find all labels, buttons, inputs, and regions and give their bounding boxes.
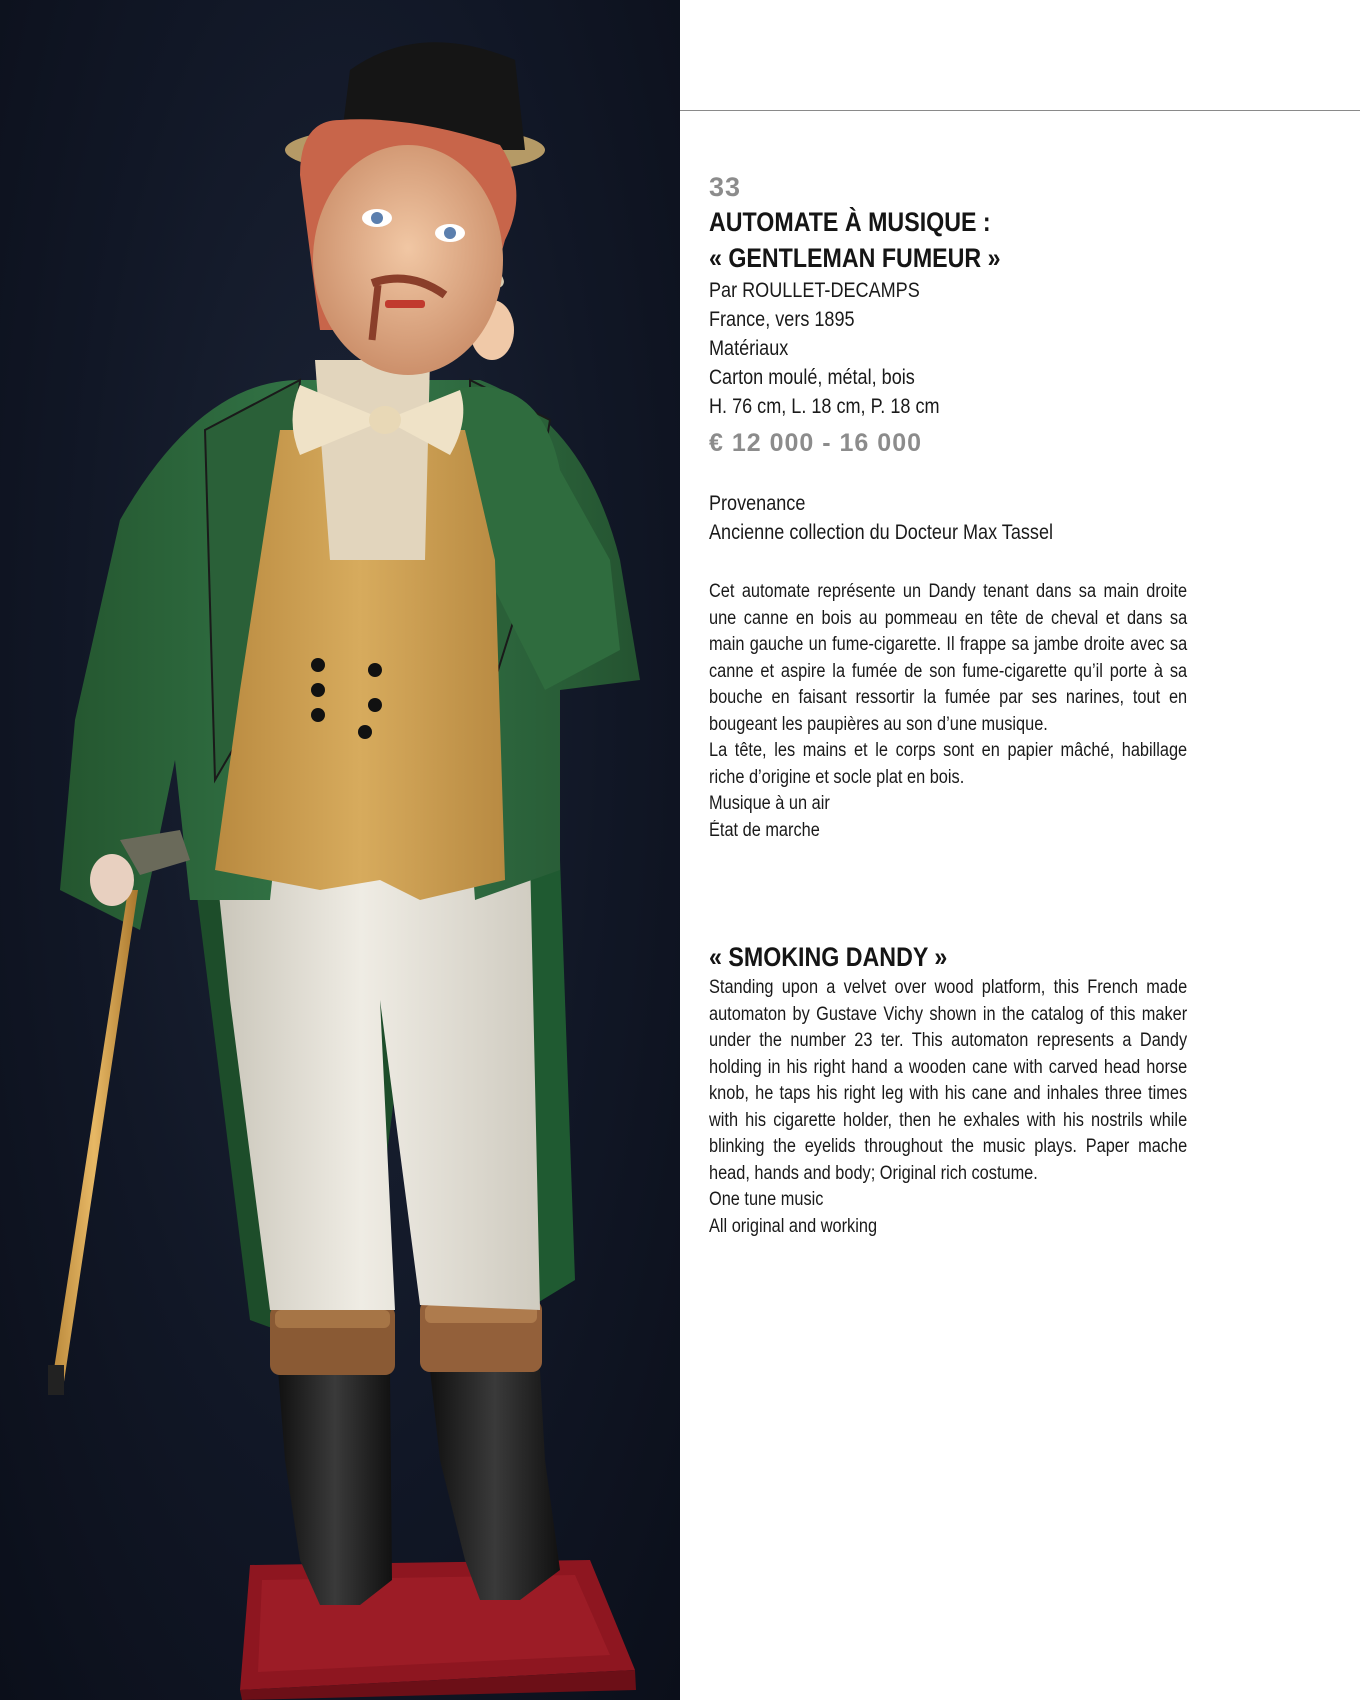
dimensions: H. 76 cm, L. 18 cm, P. 18 cm (709, 395, 940, 418)
provenance-text: Ancienne collection du Docteur Max Tassel (709, 521, 1053, 544)
description-en-paragraph: Standing upon a velvet over wood platform, this French made automaton by Gustave Vichy shown in the catalog of this maker under the number 23 ter. This automaton represents a Dandy holding in his right hand a wooden cane with carved head horse knob, he taps his right leg with his cane and inhales three times with his cigarette holder, then he exhales with his nostrils while blinking the eyelids throughout the music plays. Paper mache head, hands and body; Original rich costume. (709, 977, 1188, 1184)
lot-title-line2: « GENTLEMAN FUMEUR » (709, 243, 1001, 273)
materials: Carton moulé, métal, bois (709, 366, 915, 389)
boots (270, 1300, 560, 1605)
top-rule (680, 110, 1360, 111)
description-fr (709, 579, 1209, 844)
lot-title-line1: AUTOMATE À MUSIQUE : (709, 207, 991, 237)
materials-label: Matériaux (709, 337, 789, 360)
description-fr-state: État de marche (709, 819, 820, 841)
description-fr-paragraph2: La tête, les mains et le corps sont en papier mâché, habillage riche d’origine et socle plat en bois. (709, 740, 1188, 788)
english-title: « SMOKING DANDY » (709, 942, 948, 972)
provenance-block (709, 489, 1209, 547)
lot-origin: France, vers 1895 (709, 308, 855, 331)
velvet-base (240, 1560, 636, 1700)
description-fr-music: Musique à un air (709, 793, 830, 814)
estimate-price: € 12 000 - 16 000 (709, 429, 922, 457)
description-en (709, 975, 1209, 1240)
description-fr-paragraph1: Cet automate représente un Dandy tenant dans sa main droite une canne en bois au pommeau en tête de cheval et dans sa main gauche un fume-cigarette. Il frappe sa jambe droite avec sa canne et aspire la fumée de son fume-cigarette qu’il porte à sa bouche en faisant ressortir la fumée par ses narines, tout en bougeant les paupières au son d’une musique. (709, 581, 1188, 735)
description-en-music: One tune music (709, 1189, 824, 1210)
provenance-label: Provenance (709, 492, 806, 515)
lot-number: 33 (709, 172, 742, 202)
description-en-state: All original and working (709, 1215, 878, 1237)
lot-maker: Par ROULLET-DECAMPS (709, 279, 920, 302)
trousers (215, 855, 540, 1310)
lot-description (709, 170, 1209, 1240)
